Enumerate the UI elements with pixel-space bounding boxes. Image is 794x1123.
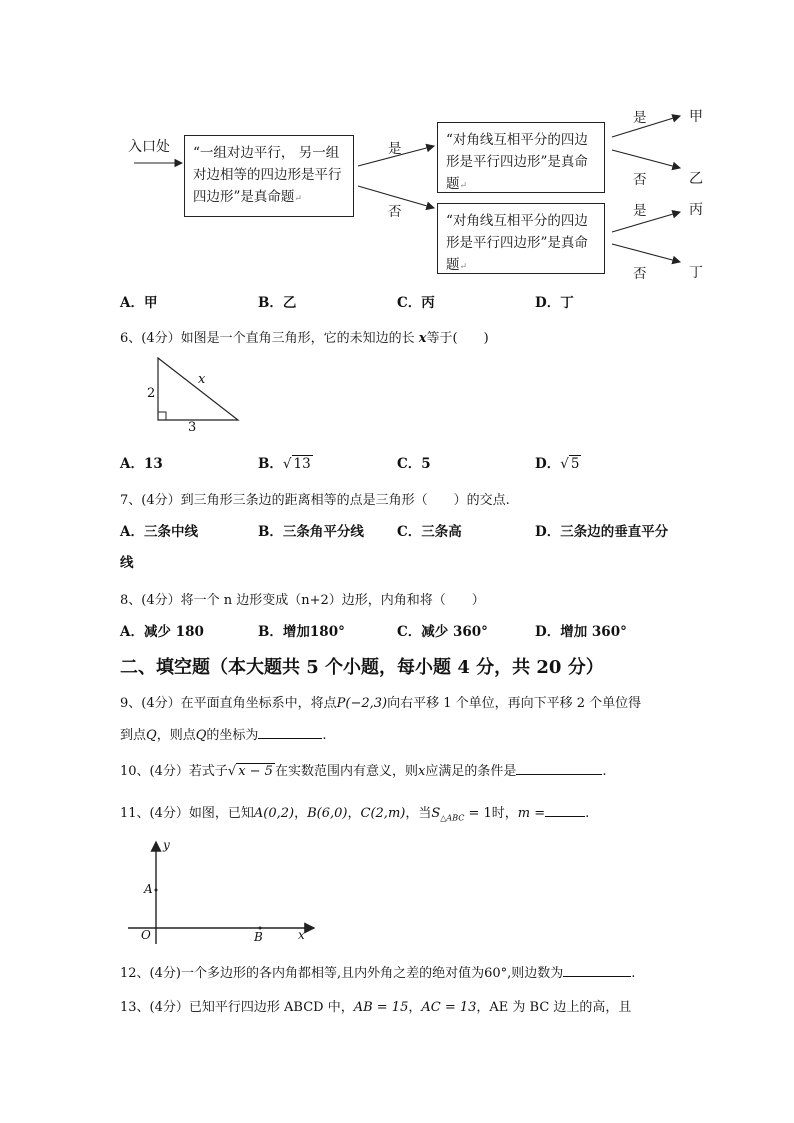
q8-option-d: D．增加 360°	[535, 624, 627, 640]
q9-line-1: 9、(4分）在平面直角坐标系中，将点P(−2,3)向右平移 1 个单位，再向下平移 2 个单位得	[120, 696, 642, 711]
q6-label-3: 3	[188, 420, 197, 435]
label-yes-3: 是	[633, 203, 647, 219]
q11-axis-y: y	[163, 838, 170, 852]
q11-point-b: B	[254, 930, 263, 944]
q11-axis-x: x	[298, 928, 305, 942]
q9-line-2: 到点Q，则点Q的坐标为 .	[120, 728, 327, 743]
label-yes-2: 是	[633, 110, 647, 126]
label-yes-1: 是	[388, 141, 402, 157]
q7-option-d: D．三条边的垂直平分	[535, 524, 669, 540]
label-no-2: 否	[633, 172, 647, 188]
q10-answer-blank[interactable]	[516, 762, 602, 775]
outcome-bing: 丙	[689, 202, 703, 218]
q5-option-d: D．丁	[535, 295, 574, 311]
flow-box-2: “对角线互相平分的四边形是平行四边形”是真命题↵	[437, 122, 605, 193]
q12-answer-blank[interactable]	[563, 964, 631, 977]
q7-option-b: B．三条角平分线	[258, 524, 364, 540]
q11-point-a: A	[144, 882, 153, 896]
q7-option-c: C．三条高	[397, 524, 462, 540]
q6-label-2: 2	[147, 386, 156, 401]
outcome-jia: 甲	[689, 109, 703, 125]
q11-stem: 11、(4分）如图，已知A(0,2)，B(6,0)，C(2,m)，当$S_{\triangle ABC} = 1$时，m = .	[120, 806, 590, 823]
q12-stem: 12、(4分)一个多边形的各内角都相等,且内外角之差的绝对值为60°,则边数为 .	[120, 966, 636, 981]
q7-stem: 7、(4分）到三角形三条边的距离相等的点是三角形（ ）的交点.	[120, 493, 510, 508]
label-no-3: 否	[633, 266, 647, 282]
q9-answer-blank[interactable]	[258, 726, 322, 739]
q6-option-c: C．5	[397, 456, 431, 472]
q7-option-d-wrap: 线	[120, 555, 134, 571]
q8-stem: 8、(4分）将一个 n 边形变成（n+2）边形，内角和将（ ）	[120, 593, 485, 608]
arrow-no-2	[612, 150, 680, 168]
q6-stem: 6、(4分）如图是一个直角三角形，它的未知边的长 x等于( )	[120, 331, 489, 346]
q6-option-a: A．13	[120, 456, 163, 472]
q8-option-b: B．增加180°	[258, 624, 345, 640]
outcome-yi: 乙	[689, 171, 703, 187]
section-2-title: 二、填空题（本大题共 5 个小题，每小题 4 分，共 20 分）	[120, 657, 604, 678]
q7-option-a: A．三条中线	[120, 524, 198, 540]
q5-option-b: B．乙	[258, 295, 297, 311]
flow-box-3: “对角线互相平分的四边形是平行四边形”是真命题↵	[437, 203, 605, 274]
q10-stem: 10、(4分）若式子√ x − 5 在实数范围内有意义，则x应满足的条件是 .	[120, 764, 607, 779]
q11-axes-figure	[124, 836, 324, 946]
q6-option-d: D．√ 5	[535, 456, 580, 472]
q8-option-a: A．减少 180	[120, 624, 204, 640]
entry-label: 入口处	[128, 139, 170, 155]
q13-stem: 13、(4分）已知平行四边形 ABCD 中，AB = 15，AC = 13，AE 为 BC 边上的高，且	[120, 1000, 632, 1015]
flow-box-1: “一组对边平行， 另一组对边相等的四边形是平行四边形”是真命题↵	[184, 135, 354, 217]
arrow-no-3	[612, 244, 680, 262]
q11-answer-blank[interactable]	[545, 804, 585, 817]
q11-origin: O	[141, 928, 151, 942]
outcome-ding: 丁	[689, 265, 703, 281]
q8-option-c: C．减少 360°	[397, 624, 488, 640]
q5-option-a: A．甲	[120, 295, 158, 311]
q5-option-c: C．丙	[397, 295, 435, 311]
label-no-1: 否	[388, 204, 402, 220]
q6-option-b: B．√ 13	[258, 456, 311, 472]
q6-label-x: x	[198, 372, 206, 387]
